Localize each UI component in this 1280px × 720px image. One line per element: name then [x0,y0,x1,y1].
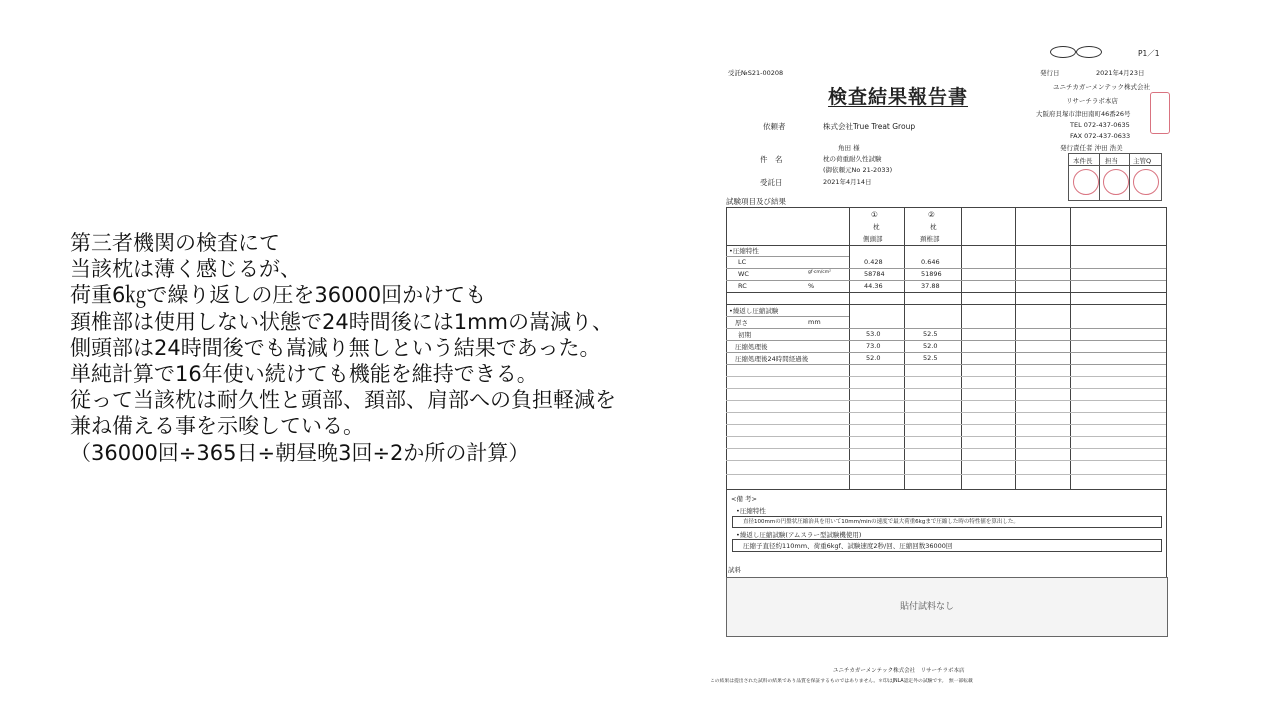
subject-label: 件 名 [760,155,783,164]
received-date: 2021年4月14日 [823,178,872,186]
cell-value: 52.0 [866,354,881,362]
client-person: 角田 様 [838,144,860,152]
cell-value: 37.88 [921,282,940,290]
section-title: 試験項目及び結果 [726,197,786,206]
row-label: RC [738,282,747,290]
summary-text [70,230,690,466]
summary-line: 側頭部は24時間後でも嵩減り無しという結果であった。 [70,335,601,360]
remarks-line: 圧縮子直径約110mm、荷重6kgf、試験速度2秒/回、圧縮回数36000回 [743,542,953,550]
row-label: 圧縮処理後24時間経過後 [735,355,809,363]
remarks-line: 直径100mmの円盤状圧縮治具を用いて10mm/minの速度で最大荷重6kgまで圧縮した時の特性値を算出した。 [743,519,1019,525]
row-unit: % [808,282,815,290]
stamp-seal-icon [1133,169,1159,195]
issuer-address: 大阪府貝塚市津田南町46番26号 [1036,110,1131,118]
test-report-document [710,40,1180,690]
summary-line: 単純計算で16年使い続けても機能を維持できる。 [70,362,538,387]
stamp-label: 担当 [1105,157,1118,165]
receipt-number: 受託№S21-00208 [728,69,784,77]
lab-logo-icon [1050,46,1076,58]
summary-line: 従って当該枕は耐久性と頭部、頚部、肩部への負担軽減を [70,388,616,413]
client-name: 株式会社True Treat Group [823,122,916,131]
row-label: 圧縮処理後 [735,343,768,351]
cell-value: 52.5 [923,354,938,362]
cell-value: 51896 [921,270,942,278]
cell-value: 52.0 [923,342,938,350]
col2-label: 枕 [930,223,937,231]
summary-line: 頚椎部は使用しない状態で24時間後には1mmの嵩減り、 [70,309,613,334]
issuer-tel: TEL 072-437-0635 [1070,121,1130,129]
cell-value: 0.428 [864,258,883,266]
col2-label: 頚椎部 [920,235,940,243]
summary-line: 当該枕は薄く感じるが、 [70,257,301,282]
cell-value: 58784 [864,270,885,278]
stamp-seal-icon [1103,169,1129,195]
subject-line: 枕の荷重耐久性試験 [823,155,882,163]
issue-date: 2021年4月23日 [1096,69,1145,77]
comp-section-title: •圧縮特性 [729,247,759,255]
cell-value: 44.36 [864,282,883,290]
subject-line: (御依頼元No 21-2033) [823,166,893,174]
col1-label: 側頭部 [863,235,883,243]
cell-value: 53.0 [866,330,881,338]
col2-number: ② [928,210,935,219]
stamp-seal-icon [1073,169,1099,195]
row-unit: gf·cm/cm² [808,270,831,275]
approval-stamps [1068,153,1162,201]
page-number: P1／1 [1138,49,1160,58]
client-label: 依頼者 [763,122,786,131]
remarks-line: •繰返し圧縮試験(アムスラー型試験機使用) [736,531,862,539]
issuer-responsible: 発行責任者 沖田 浩美 [1060,144,1123,152]
col1-number: ① [871,210,878,219]
sample-text: 貼付試料なし [900,602,955,612]
col1-label: 枕 [873,223,880,231]
jnla-logo-icon [1076,46,1102,58]
remarks-line: •圧縮特性 [736,507,766,515]
sample-label: 試料 [728,566,741,574]
issue-date-label: 発行日 [1040,69,1060,77]
row-label: WC [738,270,749,278]
summary-line: 第三者機関の検査にて [70,231,280,255]
report-title: 検査結果報告書 [828,86,969,108]
cell-value: 0.646 [921,258,940,266]
company-seal-icon [1150,92,1170,134]
summary-line: 荷重6㎏で繰り返しの圧を36000回かけても [70,283,487,308]
rep-section-title: •繰返し圧縮試験 [729,307,779,315]
summary-line: 兼ね備える事を示唆している。 [70,414,364,439]
thickness-label: 厚さ [735,319,748,327]
received-label: 受託日 [760,178,783,187]
row-label: 初期 [738,331,751,339]
stamp-label: 主管Q [1133,157,1152,165]
cell-value: 52.5 [923,330,938,338]
footer-company: ユニチカガーメンテック株式会社 リサーチラボ本店 [833,668,965,674]
remarks-title: <備 考> [731,495,757,503]
issuer-lab: リサーチラボ本店 [1066,97,1118,105]
summary-line: （36000回÷365日÷朝昼晩3回÷2か所の計算） [70,440,530,465]
row-label: LC [738,258,747,266]
cell-value: 73.0 [866,342,881,350]
thickness-unit: mm [808,318,821,326]
footer-note: この結果は提出された試料の結果であり品質を保証するものではありません。＊印はJNLA認定外の試験です。 無一部転載 [710,679,973,684]
issuer-company: ユニチカガーメンテック株式会社 [1053,83,1151,91]
stamp-label: 本件長 [1073,157,1093,165]
issuer-fax: FAX 072-437-0633 [1070,132,1131,140]
